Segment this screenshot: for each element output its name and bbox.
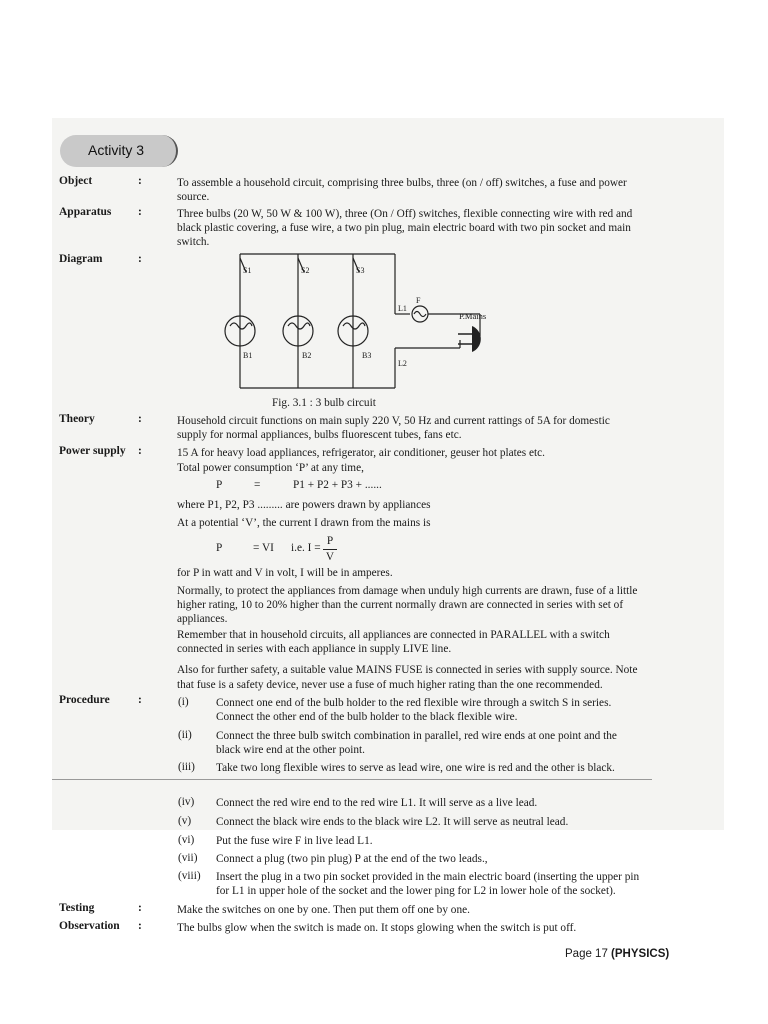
- diagram-label: Diagram: [59, 253, 103, 265]
- equation2-denominator: V: [325, 551, 335, 563]
- step-number: (ii): [178, 729, 192, 741]
- step-number: (iii): [178, 761, 195, 773]
- object-label: Object: [59, 175, 93, 187]
- activity-badge: [60, 135, 178, 167]
- observation-text: The bulbs glow when the switch is made on. It stops glowing when the switch is put off.: [177, 922, 577, 934]
- step-text-line1: Put the fuse wire F in live lead L1.: [216, 835, 373, 847]
- power-text-line6: Normally, to protect the appliances from damage when unduly high currents are drawn, fuse of a little: [177, 585, 638, 597]
- switch-label-s3: S3: [356, 266, 365, 275]
- mains-label: P.Mains: [459, 311, 487, 321]
- step-text-line1: Connect the three bulb switch combination in parallel, red wire ends at one point and the: [216, 730, 617, 742]
- power-text-line2: Total power consumption ‘P’ at any time,: [177, 462, 364, 474]
- step-text-line2: Connect the other end of the bulb holder to the black flexible wire.: [216, 711, 518, 723]
- procedure-label: Procedure: [59, 694, 110, 706]
- equation2-lhs: P: [216, 542, 223, 554]
- step-text-line2: for L1 in upper hole of the socket and the lower ping for L2 in lower hole of the socket).: [216, 885, 616, 897]
- apparatus-text-line1: Three bulbs (20 W, 50 W & 100 W), three (On / Off) switches, flexible connecting wire with red and: [177, 208, 633, 220]
- apparatus-colon: :: [138, 206, 142, 218]
- theory-text-line1: Household circuit functions on main suply 220 V, 50 Hz and current rattings of 5A for domestic: [177, 415, 610, 427]
- power-text-line5: for P in watt and V in volt, I will be in amperes.: [177, 567, 393, 579]
- procedure-colon: :: [138, 694, 142, 706]
- step-number: (i): [178, 696, 189, 708]
- power-text-line3: where P1, P2, P3 ......... are powers drawn by appliances: [177, 499, 431, 511]
- page-divider: [52, 779, 652, 780]
- theory-label: Theory: [59, 413, 95, 425]
- object-text-line2: source.: [177, 191, 210, 203]
- bulb-label-b3: B3: [362, 351, 372, 360]
- power-text-line8: appliances.: [177, 613, 228, 625]
- object-colon: :: [138, 175, 142, 187]
- apparatus-label: Apparatus: [59, 206, 112, 218]
- step-text-line1: Insert the plug in a two pin socket provided in the main electric board (inserting the upper pin: [216, 871, 640, 883]
- power-text-line4: At a potential ‘V’, the current I drawn from the mains is: [177, 517, 431, 529]
- step-text-line1: Connect the black wire ends to the black wire L2. It will serve as neutral lead.: [216, 816, 569, 828]
- neutral-lead-label: L2: [398, 359, 407, 368]
- testing-label: Testing: [59, 902, 95, 914]
- apparatus-text-line2: black plastic covering, a fuse wire, a two pin plug, main electric board with two pin socket and main: [177, 222, 631, 234]
- step-text-line1: Connect one end of the bulb holder to the red flexible wire through a switch S in series.: [216, 697, 612, 709]
- step-text-line2: black wire end at the other point.: [216, 744, 366, 756]
- testing-text: Make the switches on one by one. Then put them off one by one.: [177, 904, 470, 916]
- step-number: (viii): [178, 870, 201, 882]
- equation2-rhs: = VI: [253, 542, 274, 554]
- diagram-colon: :: [138, 253, 142, 265]
- equation2-numerator: P: [326, 535, 334, 547]
- equation1-rhs: P1 + P2 + P3 + ......: [293, 479, 382, 491]
- page-number: Page 17: [565, 948, 612, 960]
- step-text-line1: Take two long flexible wires to serve as lead wire, one wire is red and the other is black.: [216, 762, 615, 774]
- equation2-ie: i.e. I =: [291, 542, 321, 554]
- power-text-line9: Remember that in household circuits, all appliances are connected in PARALLEL with a switch: [177, 629, 610, 641]
- fuse-label: F: [416, 296, 421, 305]
- step-number: (iv): [178, 796, 195, 808]
- observation-colon: :: [138, 920, 142, 932]
- power-text-line7: higher rating, 10 to 20% higher than the current normally drawn are connected in series with set of: [177, 599, 624, 611]
- power-supply-colon: :: [138, 445, 142, 457]
- theory-text-line2: supply for normal appliances, bulbs fluorescent tubes, fans etc.: [177, 429, 462, 441]
- bulb-label-b1: B1: [243, 351, 253, 360]
- step-number: (vi): [178, 834, 195, 846]
- power-text-line10: connected in series with each appliance in supply LIVE line.: [177, 643, 452, 655]
- step-text-line1: Connect a plug (two pin plug) P at the end of the two leads.,: [216, 853, 488, 865]
- fraction-bar: [323, 549, 337, 550]
- testing-colon: :: [138, 902, 142, 914]
- power-text-line12: that fuse is a safety device, never use a fuse of much higher rating than the one recommended.: [177, 679, 603, 691]
- figure-caption: Fig. 3.1 : 3 bulb circuit: [272, 397, 376, 409]
- theory-colon: :: [138, 413, 142, 425]
- object-text-line1: To assemble a household circuit, comprising three bulbs, three (on / off) switches, a fuse and power: [177, 177, 627, 189]
- live-lead-label: L1: [398, 304, 407, 313]
- power-text-line11: Also for further safety, a suitable value MAINS FUSE is connected in series with supply source. Note: [177, 664, 638, 676]
- subject-label: (PHYSICS): [611, 948, 670, 960]
- power-supply-label: Power supply: [59, 445, 126, 457]
- equation1-equals: =: [254, 479, 261, 491]
- switch-label-s1: S1: [243, 266, 252, 275]
- bulb-label-b2: B2: [302, 351, 312, 360]
- observation-label: Observation: [59, 920, 120, 932]
- step-number: (vii): [178, 852, 198, 864]
- activity-title: Activity 3: [88, 142, 145, 158]
- switch-label-s2: S2: [301, 266, 310, 275]
- power-text-line1: 15 A for heavy load appliances, refrigerator, air conditioner, geuser hot plates etc.: [177, 447, 545, 459]
- apparatus-text-line3: switch.: [177, 236, 210, 248]
- page-footer: [565, 948, 669, 960]
- equation1-lhs: P: [216, 479, 223, 491]
- step-text-line1: Connect the red wire end to the red wire L1. It will serve as a live lead.: [216, 797, 538, 809]
- circuit-diagram: [220, 248, 520, 408]
- step-number: (v): [178, 815, 192, 827]
